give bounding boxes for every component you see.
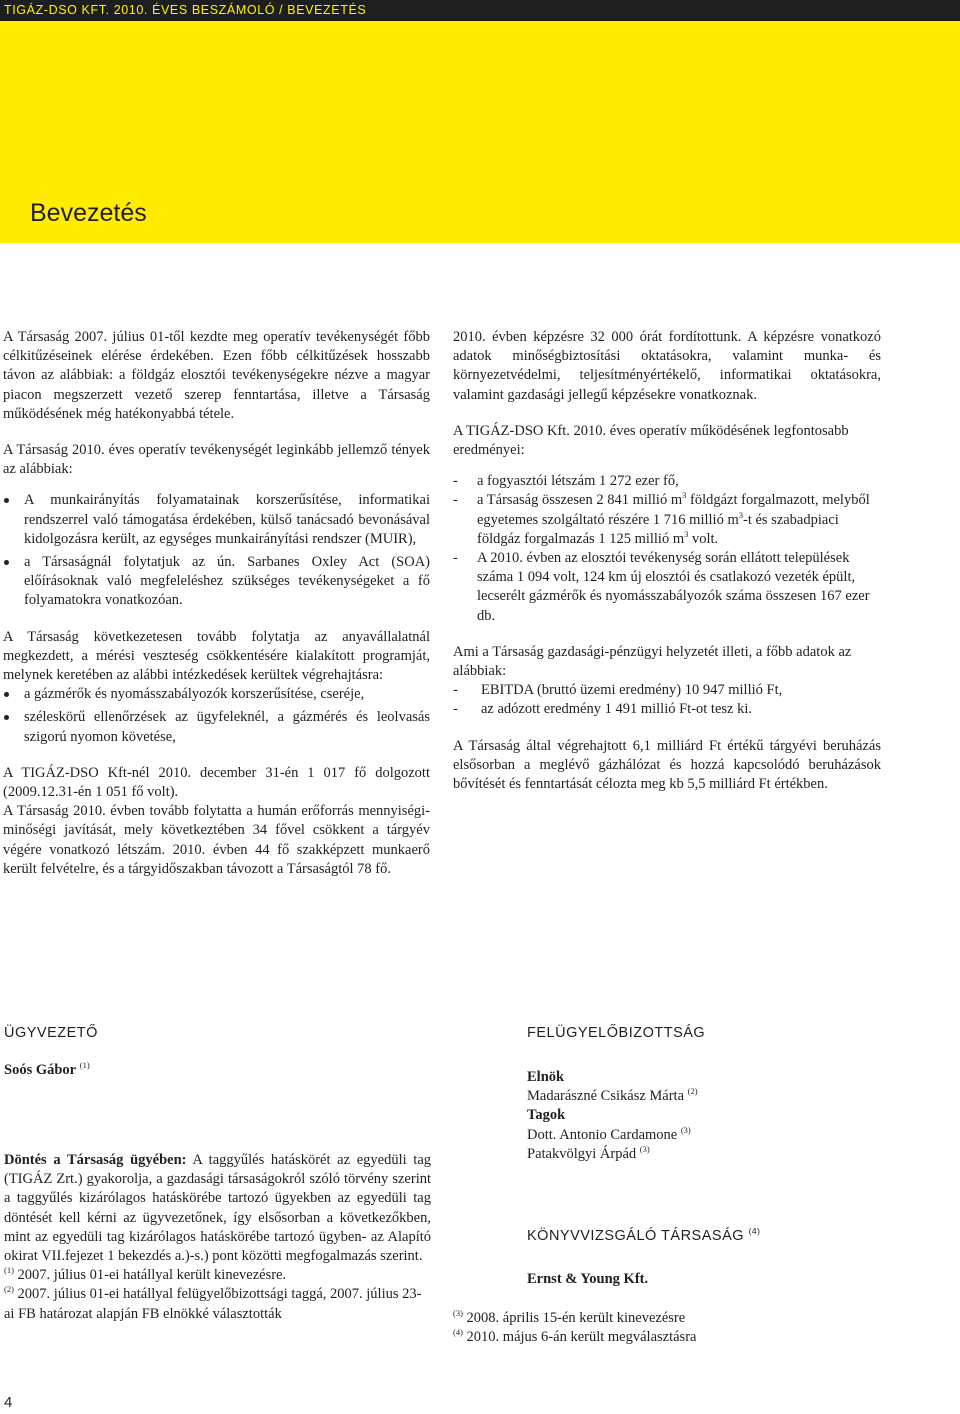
board-member: Patakvölgyi Árpád $^{(3)}$ [527,1143,650,1162]
list-item: a Társaságnál folytatjuk az ún. Sarbanes Oxley Act (SOA) előírásoknak való megfeleléshez szükséges tevékenységeket a fő folyamatokra vonatkozóan. [24,553,430,611]
footnote: $^{(4)}$ 2010. május 6-án került megválasztásra [453,1327,697,1346]
list-item: - A 2010. évben az elosztói tevékenység során ellátott települések száma 1 094 volt, 124 km új elosztói és csatlakozó vezeték épült, lecserélt gázmérők és nyomásszabályozók száma összesen 167 ezer db. [477,549,881,626]
list-item: a gázmérők és nyomásszabályozók korszerűsítése, cseréje, [24,685,430,704]
section-banner [0,21,960,243]
financial-list [453,681,881,719]
page-number: 4 [4,1394,13,1411]
activity-paragraph: A Társaság 2010. éves operatív tevékenységét leginkább jellemző tények az alábbiak: [3,442,430,478]
list-item: - a Társaság összesen 2 841 millió $m^3$ földgázt forgalmazott, melyből egyetemes szolgáltató részére 1 716 millió $m^3-t$ és szabadpiaci földgáz forgalmazás 1 125 millió $m^3$ volt. [477,491,881,549]
auditor-footnote-mark: (4) [748,1226,761,1236]
board-footnotes [453,1309,696,1347]
footnote: $^{(3)}$ 2008. április 15-én került kinevezésre [453,1308,686,1326]
loss-program-paragraph: A Társaság következetesen tovább folytatja az anyavállalatnál megkezdett, a mérési veszteség csökkentésére kialakított programját, melynek keretében az alábbi intézkedések kerültek végrehajtásra: [3,628,430,684]
board-list [527,1068,887,1164]
measures-list [3,685,430,747]
ceo-name: Soós Gábor [4,1062,77,1078]
ceo-name-line [4,1061,90,1080]
ceo-heading: ÜGYVEZETŐ [4,1025,98,1041]
hr-paragraph: A Társaság 2010. évben tovább folytatta a humán erőforrás mennyiségi-minőségi javítását, mely következtében 34 fővel csökkent a tárgyév végére vonatkozó létszám. 2010. évben 44 fő szakképzett munkaerő került felvételre, és a tárgyidőszakban távozott a Társaságtól 78 fő. [3,803,430,877]
training-paragraph: 2010. évben képzésre 32 000 órát fordítottunk. A képzésre vonatkozó adatok minőségbiztosítási oktatásokra, valamint munka- és környezetvédelmi, teljesítményértékelő, informatikai oktatásokra, valamint gazdasági jellegű képzésekre vonatkoznak. [453,329,881,403]
ceo-footnote-mark: (1) [79,1060,90,1070]
list-item: A munkairányítás folyamatainak korszerűsítése, informatikai rendszerrel való támogatása érdekében, külső tanácsadó bevonásával kidolgozásra került, az egységes munkairányítási rendszer (MUIR), [24,491,430,549]
board-chair-label: Elnök [527,1069,565,1085]
auditor-name: Ernst & Young Kft. [527,1271,649,1287]
running-header-title: TIGÁZ-DSO KFT. 2010. ÉVES BESZÁMOLÓ / BEVEZETÉS [4,3,367,17]
activity-list [3,491,430,610]
financial-intro: Ami a Társaság gazdasági-pénzügyi helyzetét illeti, a főbb adatok az alábbiak: [453,643,852,680]
list-item: széleskörű ellenőrzések az ügyfeleknél, a gázmérés és leolvasás szigorú nyomon követése, [24,708,430,746]
running-header-bar [0,0,960,21]
board-members-label: Tagok [527,1107,566,1124]
decision-text: A taggyűlés hatáskörét az egyedüli tag (TIGÁZ Zrt.) gyakorolja, a gazdasági társaságokról szóló törvény szerint a taggyűlés kizárólagos hatáskörébe tartozó ügyekben az egyedüli tag döntését kell kérni az ügyvezetőnek, így elsősorban a következőkben, mint az egyedüli tag kizárólagos hatáskörébe tartozó ügyben- az Alapító okirat VII.fejezet 1 bekezdés a.)-s.) pont közötti megfogalmazás szerint. [4,1152,432,1265]
left-column [3,328,430,879]
intro-paragraph: A Társaság 2007. július 01-től kezdte meg operatív tevékenységét főbb célkitűzéseinek elérése érdekében. Ezen főbb célkitűzések hosszabb távon az alábbiak: a földgáz elosztói tevékenységekre nézve a magyar piacon megszerzett vezető szerep fenntartása, illetve a Társaság működésének még hatékonyabbá tétele. [3,329,430,422]
board-heading: FELÜGYELŐBIZOTTSÁG [527,1025,706,1041]
list-item: - a fogyasztói létszám 1 272 ezer fő, [477,472,881,491]
list-item: - az adózott eredmény 1 491 millió Ft-ot tesz ki. [481,700,881,719]
section-title: Bevezetés [30,199,147,227]
results-list [453,472,881,626]
results-intro: A TIGÁZ-DSO Kft. 2010. éves operatív működésének legfontosabb eredményei: [453,422,849,459]
board-member: Dott. Antonio Cardamone $^{(3)}$ [527,1124,691,1143]
board-chair: Madarászné Csikász Márta $^{(2)}$ [527,1086,698,1105]
headcount-paragraph: A TIGÁZ-DSO Kft-nél 2010. december 31-én 1 017 fő dolgozott (2009.12.31-én 1 051 fő volt). [3,764,430,801]
auditor-heading: KÖNYVVIZSGÁLÓ TÁRSASÁG $^{(4)}$ [527,1226,761,1244]
list-item: - EBITDA (bruttó üzemi eredmény) 10 947 millió Ft, [481,681,881,700]
footnote: $^{(1)}$ 2007. július 01-ei hatállyal került kinevezésre. [4,1265,287,1284]
footnote: $^{(2)}$ 2007. július 01-ei hatállyal felügyelőbizottsági taggá, 2007. július 23-ai FB határozat alapján FB elnökké választották [4,1284,422,1322]
decision-title: Döntés a Társaság ügyében: [4,1152,187,1168]
investment-paragraph: A Társaság által végrehajtott 6,1 milliárd Ft értékű tárgyévi beruházás elsősorban a meglévő gázhálózat és hozzá kapcsolódó beruházások bővítését és fenntartását célozta meg kb 5,5 milliárd Ft értékben. [453,737,881,793]
right-column [453,328,881,794]
decision-block [4,1151,431,1324]
